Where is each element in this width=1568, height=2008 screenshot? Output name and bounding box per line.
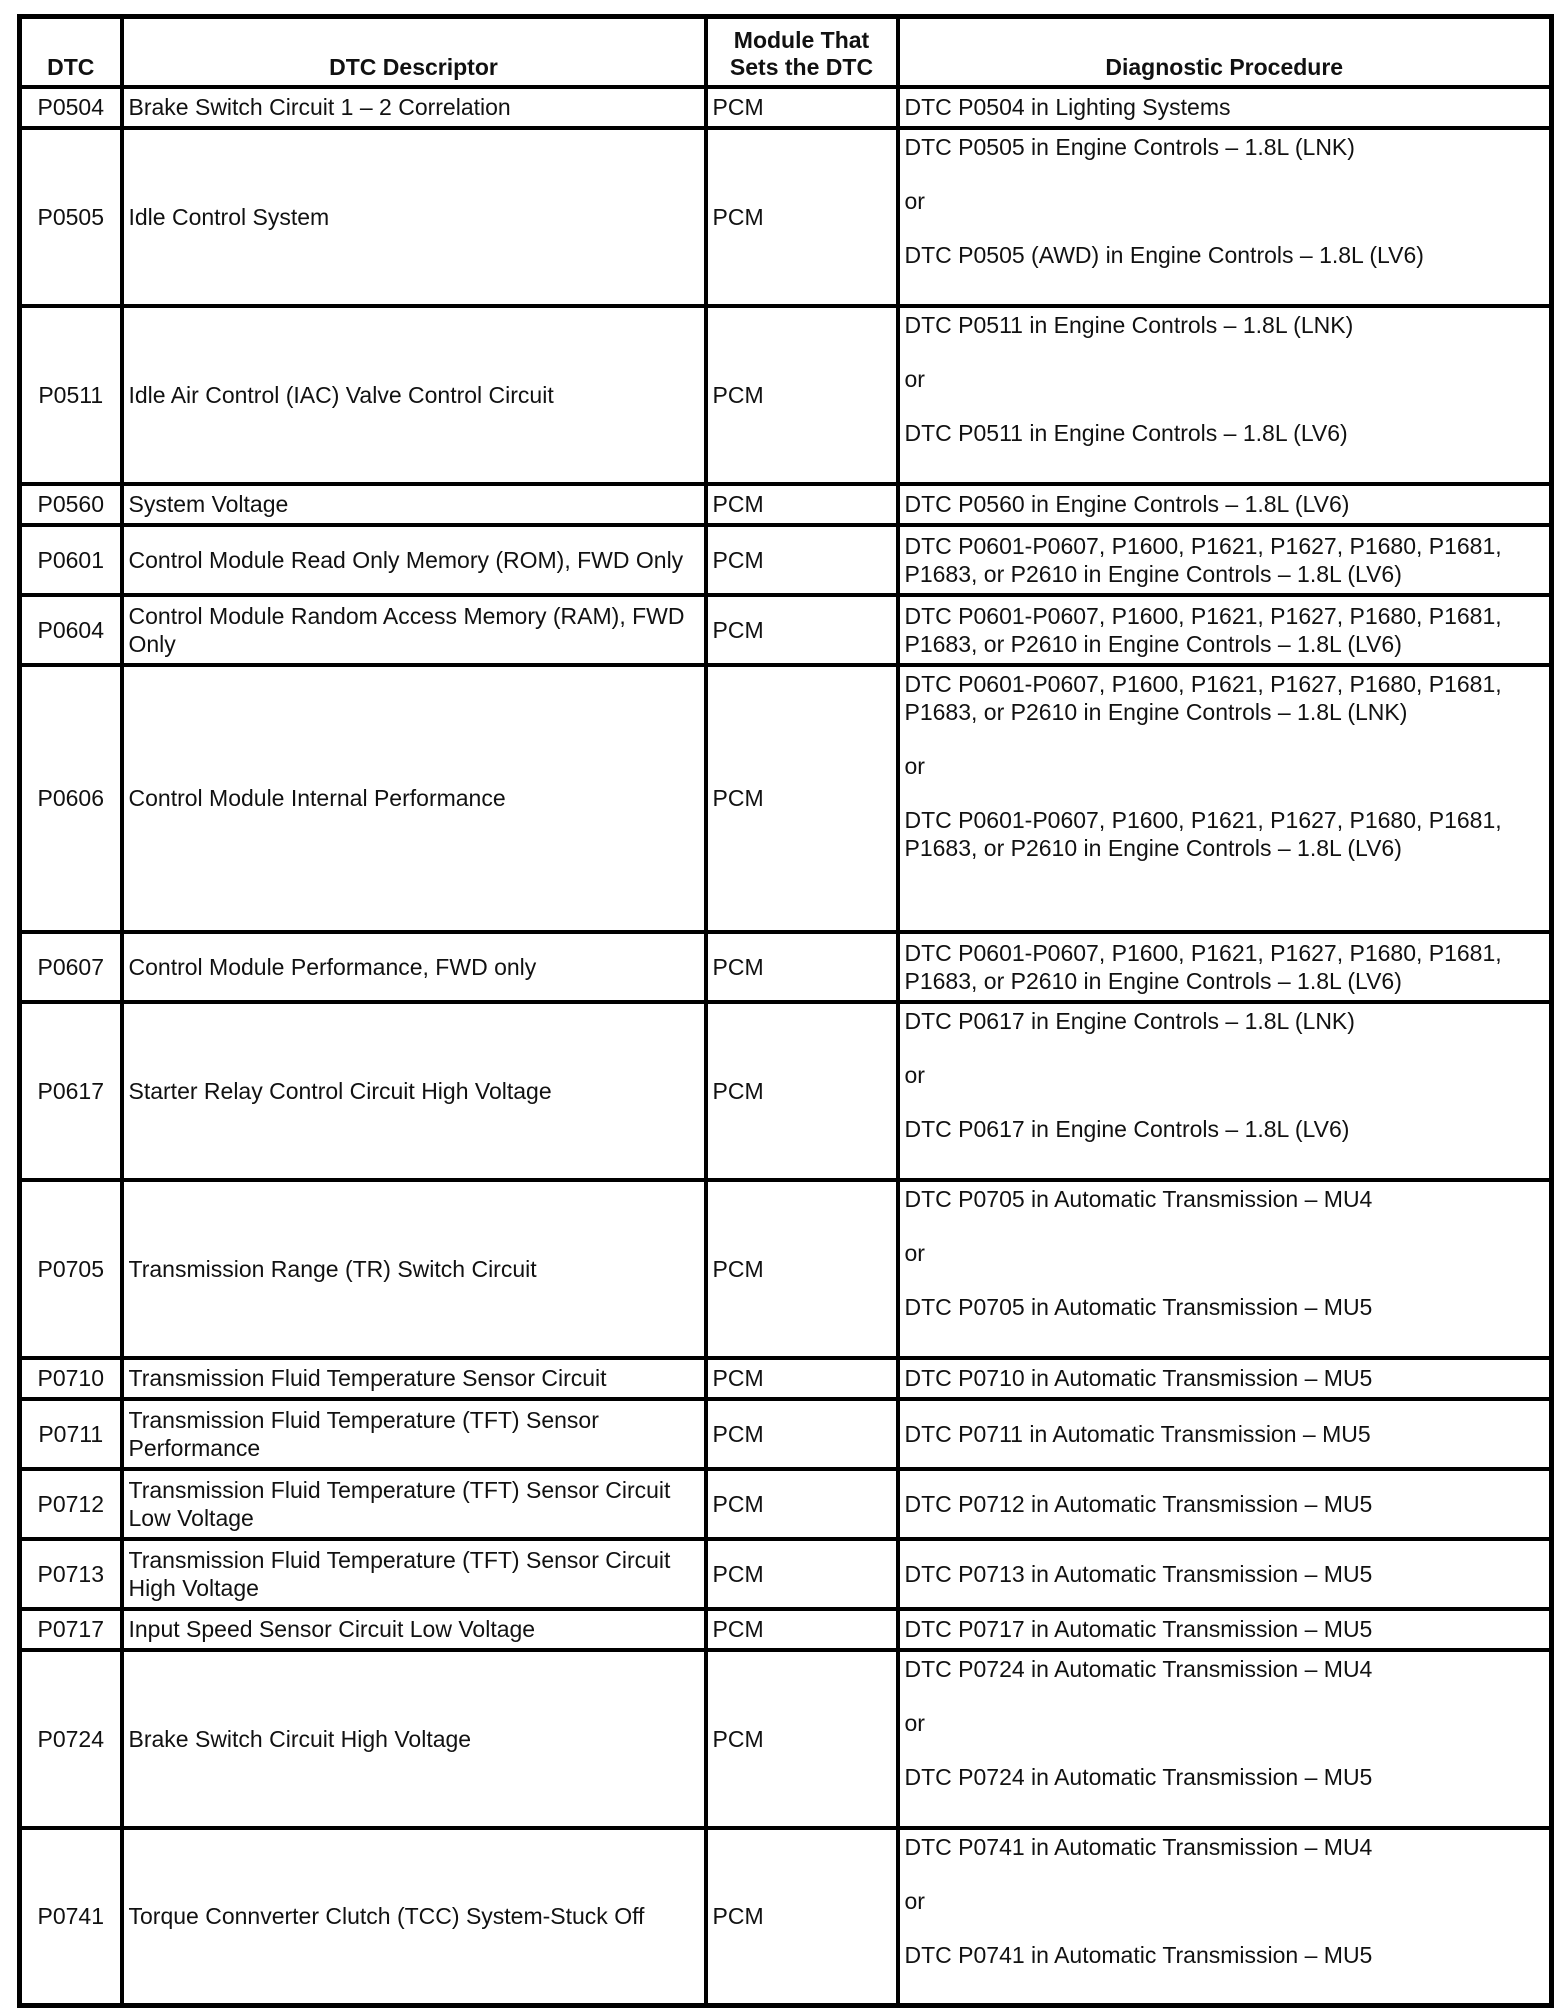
- procedure-line: DTC P0741 in Automatic Transmission – MU4: [904, 1833, 1373, 1860]
- procedure-or: or: [904, 187, 925, 214]
- procedure-line: DTC P0601-P0607, P1600, P1621, P1627, P1680, P1681, P1683, or P2610 in Engine Controls – 1.8L (LV6): [904, 532, 1502, 587]
- dtc-descriptor: Transmission Range (TR) Switch Circuit: [122, 1180, 706, 1358]
- diagnostic-procedure: [898, 1828, 1552, 2006]
- dtc-descriptor: System Voltage: [122, 484, 706, 525]
- dtc-code: P0504: [20, 87, 122, 128]
- header-descriptor: DTC Descriptor: [122, 17, 706, 87]
- dtc-code: P0607: [20, 932, 122, 1002]
- dtc-module: PCM: [706, 1469, 898, 1539]
- procedure-line: DTC P0711 in Automatic Transmission – MU5: [904, 1420, 1371, 1447]
- table-row: [20, 665, 1552, 932]
- table-row: [20, 1539, 1552, 1609]
- dtc-descriptor: Idle Control System: [122, 128, 706, 306]
- dtc-module: PCM: [706, 1539, 898, 1609]
- table-row: [20, 128, 1552, 306]
- procedure-line: DTC P0617 in Engine Controls – 1.8L (LNK): [904, 1007, 1355, 1034]
- procedure-line: DTC P0617 in Engine Controls – 1.8L (LV6): [904, 1115, 1350, 1142]
- dtc-code: P0705: [20, 1180, 122, 1358]
- procedure-line: DTC P0511 in Engine Controls – 1.8L (LV6): [904, 419, 1348, 446]
- table-row: [20, 1609, 1552, 1650]
- diagnostic-procedure: [898, 1002, 1552, 1180]
- dtc-descriptor: Idle Air Control (IAC) Valve Control Circuit: [122, 306, 706, 484]
- table-row: [20, 306, 1552, 484]
- table-row: [20, 1828, 1552, 2006]
- dtc-descriptor: Transmission Fluid Temperature (TFT) Sensor Circuit High Voltage: [122, 1539, 706, 1609]
- diagnostic-procedure: [898, 306, 1552, 484]
- procedure-line: DTC P0713 in Automatic Transmission – MU5: [904, 1560, 1373, 1587]
- dtc-module: PCM: [706, 595, 898, 665]
- dtc-descriptor: Control Module Internal Performance: [122, 665, 706, 932]
- procedure-line: DTC P0601-P0607, P1600, P1621, P1627, P1680, P1681, P1683, or P2610 in Engine Controls – 1.8L (LNK): [904, 670, 1502, 725]
- diagnostic-procedure: [898, 1609, 1552, 1650]
- diagnostic-procedure: [898, 484, 1552, 525]
- header-module: Module That Sets the DTC: [706, 17, 898, 87]
- dtc-code: P0710: [20, 1358, 122, 1399]
- dtc-code: P0724: [20, 1650, 122, 1828]
- dtc-code: P0617: [20, 1002, 122, 1180]
- procedure-line: DTC P0511 in Engine Controls – 1.8L (LNK): [904, 311, 1354, 338]
- dtc-code: P0606: [20, 665, 122, 932]
- dtc-module: PCM: [706, 1358, 898, 1399]
- procedure-line: DTC P0601-P0607, P1600, P1621, P1627, P1680, P1681, P1683, or P2610 in Engine Controls – 1.8L (LV6): [904, 939, 1502, 994]
- dtc-code: P0741: [20, 1828, 122, 2006]
- table-row: [20, 1650, 1552, 1828]
- procedure-or: or: [904, 1061, 925, 1088]
- dtc-module: PCM: [706, 525, 898, 595]
- diagnostic-procedure: [898, 1469, 1552, 1539]
- dtc-descriptor: Transmission Fluid Temperature (TFT) Sensor Performance: [122, 1399, 706, 1469]
- procedure-line: DTC P0705 in Automatic Transmission – MU4: [904, 1185, 1373, 1212]
- dtc-code: P0717: [20, 1609, 122, 1650]
- procedure-line: DTC P0705 in Automatic Transmission – MU5: [904, 1293, 1373, 1320]
- dtc-code: P0713: [20, 1539, 122, 1609]
- diagnostic-procedure: [898, 932, 1552, 1002]
- table-row: [20, 1399, 1552, 1469]
- procedure-line: DTC P0724 in Automatic Transmission – MU4: [904, 1655, 1373, 1682]
- dtc-module: PCM: [706, 932, 898, 1002]
- table-row: [20, 932, 1552, 1002]
- dtc-module: PCM: [706, 128, 898, 306]
- procedure-line: DTC P0712 in Automatic Transmission – MU5: [904, 1490, 1373, 1517]
- dtc-module: PCM: [706, 1609, 898, 1650]
- dtc-descriptor: Transmission Fluid Temperature Sensor Circuit: [122, 1358, 706, 1399]
- procedure-line: DTC P0724 in Automatic Transmission – MU5: [904, 1763, 1373, 1790]
- procedure-or: or: [904, 365, 925, 392]
- dtc-code: P0604: [20, 595, 122, 665]
- procedure-or: or: [904, 752, 925, 779]
- procedure-line: DTC P0601-P0607, P1600, P1621, P1627, P1680, P1681, P1683, or P2610 in Engine Controls – 1.8L (LV6): [904, 602, 1502, 657]
- diagnostic-procedure: [898, 1650, 1552, 1828]
- dtc-module: PCM: [706, 1399, 898, 1469]
- dtc-descriptor: Transmission Fluid Temperature (TFT) Sensor Circuit Low Voltage: [122, 1469, 706, 1539]
- procedure-line: DTC P0560 in Engine Controls – 1.8L (LV6): [904, 491, 1350, 517]
- diagnostic-procedure: [898, 1358, 1552, 1399]
- table-row: [20, 525, 1552, 595]
- dtc-descriptor: Control Module Read Only Memory (ROM), FWD Only: [122, 525, 706, 595]
- diagnostic-procedure: [898, 1180, 1552, 1358]
- table-row: [20, 1469, 1552, 1539]
- dtc-code: P0560: [20, 484, 122, 525]
- dtc-code: P0601: [20, 525, 122, 595]
- table-row: [20, 484, 1552, 525]
- procedure-or: or: [904, 1239, 925, 1266]
- procedure-line: DTC P0741 in Automatic Transmission – MU5: [904, 1941, 1373, 1968]
- procedure-line: DTC P0504 in Lighting Systems: [904, 94, 1231, 120]
- dtc-descriptor: Brake Switch Circuit High Voltage: [122, 1650, 706, 1828]
- header-procedure: Diagnostic Procedure: [898, 17, 1552, 87]
- procedure-line: DTC P0710 in Automatic Transmission – MU5: [904, 1365, 1373, 1391]
- dtc-code: P0711: [20, 1399, 122, 1469]
- table-row: [20, 87, 1552, 128]
- dtc-table: [17, 14, 1554, 2008]
- dtc-module: PCM: [706, 484, 898, 525]
- dtc-module: PCM: [706, 1828, 898, 2006]
- dtc-descriptor: Brake Switch Circuit 1 – 2 Correlation: [122, 87, 706, 128]
- diagnostic-procedure: [898, 1539, 1552, 1609]
- diagnostic-procedure: [898, 87, 1552, 128]
- dtc-descriptor: Starter Relay Control Circuit High Voltage: [122, 1002, 706, 1180]
- dtc-module: PCM: [706, 1002, 898, 1180]
- table-row: [20, 1180, 1552, 1358]
- procedure-line: DTC P0601-P0607, P1600, P1621, P1627, P1680, P1681, P1683, or P2610 in Engine Controls – 1.8L (LV6): [904, 806, 1502, 861]
- dtc-module: PCM: [706, 1180, 898, 1358]
- dtc-descriptor: Control Module Performance, FWD only: [122, 932, 706, 1002]
- diagnostic-procedure: [898, 665, 1552, 932]
- dtc-module: PCM: [706, 665, 898, 932]
- dtc-code: P0712: [20, 1469, 122, 1539]
- table-row: [20, 595, 1552, 665]
- diagnostic-procedure: [898, 128, 1552, 306]
- header-dtc: DTC: [20, 17, 122, 87]
- diagnostic-procedure: [898, 1399, 1552, 1469]
- procedure-or: or: [904, 1709, 925, 1736]
- procedure-or: or: [904, 1887, 925, 1914]
- dtc-module: PCM: [706, 87, 898, 128]
- dtc-code: P0511: [20, 306, 122, 484]
- dtc-descriptor: Control Module Random Access Memory (RAM), FWD Only: [122, 595, 706, 665]
- procedure-line: DTC P0505 in Engine Controls – 1.8L (LNK): [904, 133, 1355, 160]
- table-body: [20, 87, 1552, 2006]
- procedure-line: DTC P0505 (AWD) in Engine Controls – 1.8L (LV6): [904, 241, 1424, 268]
- table-row: [20, 1358, 1552, 1399]
- dtc-descriptor: Input Speed Sensor Circuit Low Voltage: [122, 1609, 706, 1650]
- header-row: [20, 17, 1552, 87]
- diagnostic-procedure: [898, 595, 1552, 665]
- diagnostic-procedure: [898, 525, 1552, 595]
- dtc-module: PCM: [706, 1650, 898, 1828]
- procedure-line: DTC P0717 in Automatic Transmission – MU5: [904, 1616, 1373, 1642]
- dtc-code: P0505: [20, 128, 122, 306]
- table-row: [20, 1002, 1552, 1180]
- dtc-module: PCM: [706, 306, 898, 484]
- dtc-descriptor: Torque Connverter Clutch (TCC) System-Stuck Off: [122, 1828, 706, 2006]
